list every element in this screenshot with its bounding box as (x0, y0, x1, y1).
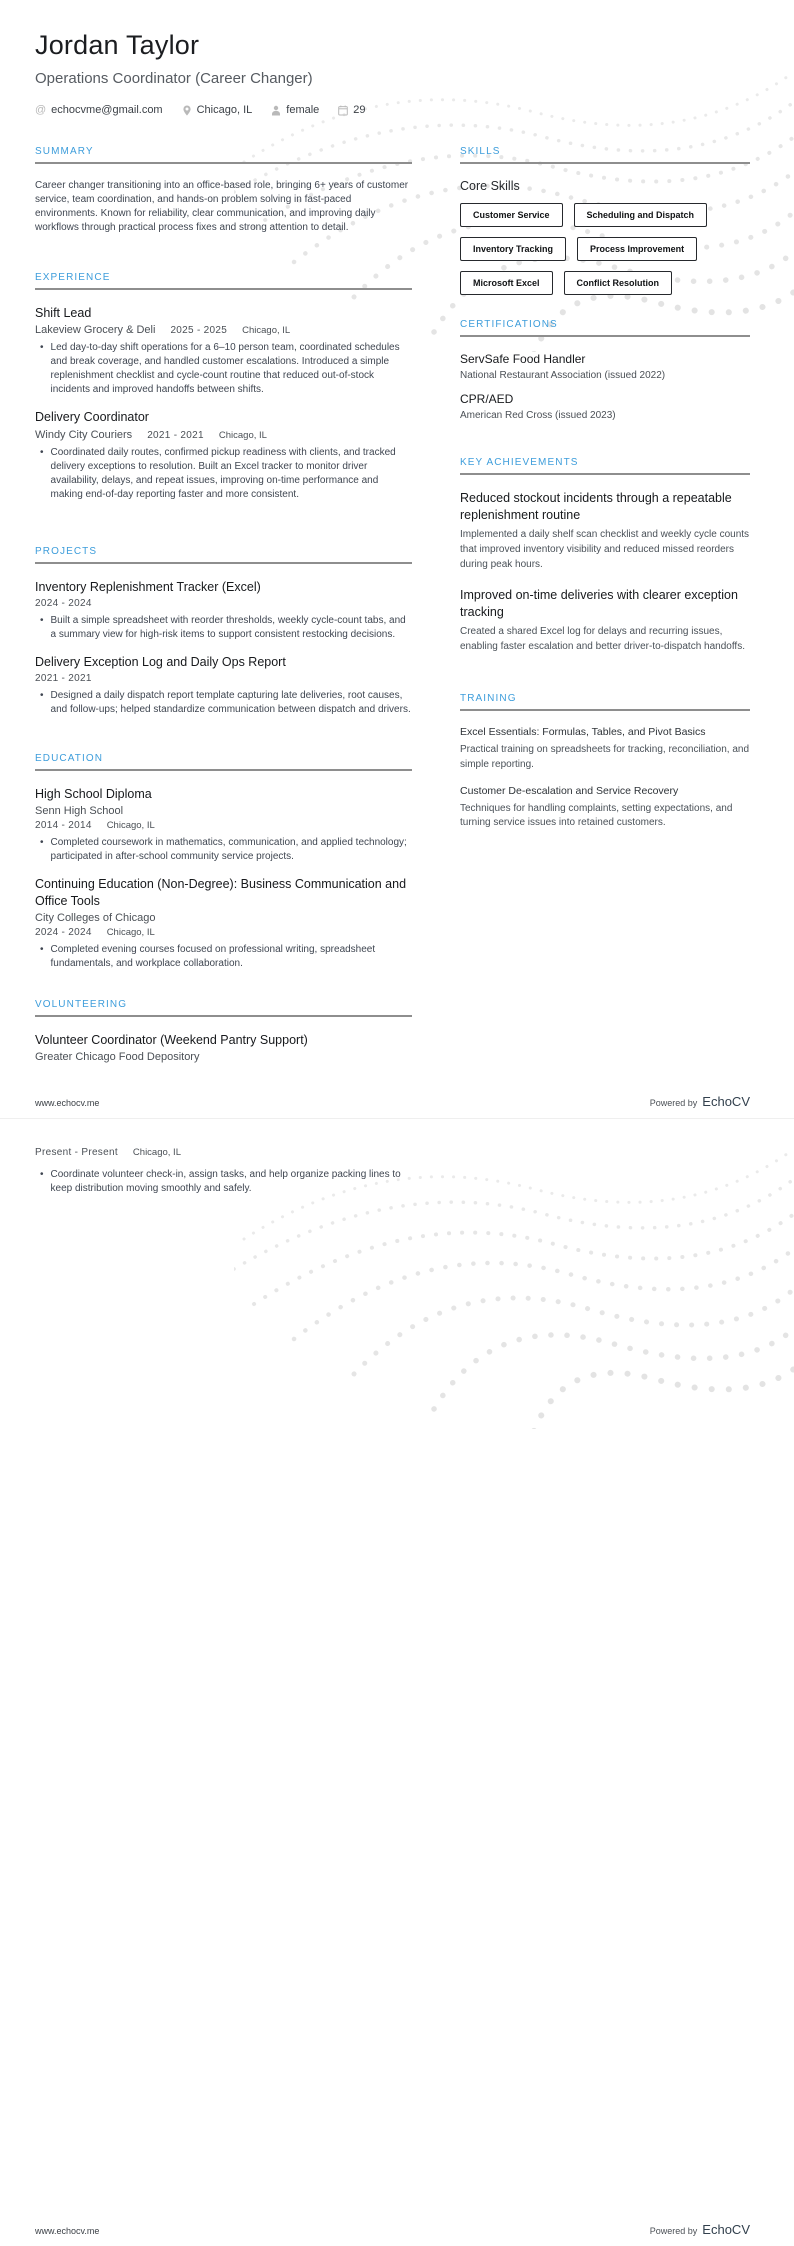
person-icon (271, 105, 281, 116)
school-location: Chicago, IL (106, 820, 155, 832)
date-range: 2014 - 2014 (35, 820, 92, 832)
certifications-heading: CERTIFICATIONS (460, 319, 750, 337)
job-location: Chicago, IL (242, 325, 291, 337)
experience-section (35, 272, 412, 502)
skill-chip: Inventory Tracking (460, 237, 566, 261)
skill-chip: Process Improvement (577, 237, 697, 261)
training-item (460, 785, 750, 832)
powered-by-prefix: Powered by (649, 2226, 698, 2236)
email-text[interactable]: echocvme@gmail.com (51, 104, 163, 116)
experience-item (35, 305, 412, 397)
education-item (35, 876, 412, 971)
certification-name: ServSafe Food Handler (460, 352, 586, 366)
powered-by (650, 1094, 750, 1109)
training-title: Excel Essentials: Formulas, Tables, and Pivot Basics (460, 725, 706, 738)
experience-heading: EXPERIENCE (35, 272, 412, 290)
training-heading: TRAINING (460, 693, 750, 711)
page-footer (35, 2222, 750, 2237)
date-range: 2021 - 2021 (147, 429, 204, 441)
summary-section (35, 146, 412, 235)
certification-item (460, 352, 750, 381)
achievement-item (460, 490, 750, 572)
bullet-marker (35, 1168, 44, 1196)
training-desc: Techniques for handling complaints, setting expectations, and turning service issues into retained customers. (460, 802, 733, 829)
projects-heading: PROJECTS (35, 546, 412, 564)
experience-item (35, 409, 412, 501)
education-heading: EDUCATION (35, 753, 412, 771)
bullet-text: Coordinated daily routes, confirmed pickup readiness with clients, and tracked delivery exceptions to resolution. Built an Excel tracker to monitor driver availability, delays, and repeat issues, improving on-time performance and making end-of-day reporting faster and more consistent. (50, 446, 396, 500)
degree-title: Continuing Education (Non-Degree): Business Communication and Office Tools (35, 877, 407, 908)
skills-chip-list (460, 203, 750, 295)
resume-page-1 (0, 0, 794, 1118)
resume-page-2 (0, 1118, 794, 2246)
bullet-marker (35, 446, 44, 502)
contact-age (338, 104, 365, 116)
echocv-brand[interactable]: EchoCV (702, 1094, 750, 1109)
achievement-title: Improved on-time deliveries with clearer exception tracking (460, 588, 738, 619)
bullet-item (35, 1168, 412, 1196)
summary-heading: SUMMARY (35, 146, 412, 164)
achievement-desc: Created a shared Excel log for delays and recurring issues, enabling faster escalation and better driver-to-dispatch handoffs. (460, 626, 745, 653)
skills-section (460, 146, 750, 295)
volunteering-section (35, 999, 412, 1063)
bullet-text: Led day-to-day shift operations for a 6–10 person team, coordinated schedules and break coverage, and handled customer escalations. Introduced a simple replenishment checklist and cycle-count routine that reduced out-of-stock incidents and improved handoffs between shifts. (50, 342, 400, 396)
job-location: Chicago, IL (218, 429, 267, 441)
bullet-marker (35, 689, 44, 717)
footer-url[interactable]: www.echocv.me (35, 2226, 100, 2236)
volunteer-location: Chicago, IL (132, 1147, 181, 1158)
school-name: Senn High School (35, 805, 124, 818)
bullet-text: Coordinate volunteer check-in, assign tasks, and help organize packing lines to keep distribution moving smoothly and safely. (50, 1169, 401, 1194)
location-text: Chicago, IL (196, 104, 253, 116)
school-location: Chicago, IL (106, 926, 155, 938)
volunteer-title: Volunteer Coordinator (Weekend Pantry Support) (35, 1032, 308, 1047)
bullet-item (35, 943, 412, 971)
bullet-marker (35, 614, 44, 642)
education-item (35, 786, 412, 864)
training-section (460, 693, 750, 831)
school-name: City Colleges of Chicago (35, 911, 156, 924)
project-title: Inventory Replenishment Tracker (Excel) (35, 579, 261, 594)
date-range: 2025 - 2025 (170, 325, 228, 337)
date-range: Present - Present (35, 1147, 118, 1158)
contact-email (35, 104, 163, 116)
project-title: Delivery Exception Log and Daily Ops Report (35, 654, 286, 669)
footer-url[interactable]: www.echocv.me (35, 1098, 100, 1108)
achievement-title: Reduced stockout incidents through a repeatable replenishment routine (460, 491, 732, 522)
bullet-item (35, 614, 412, 642)
location-pin-icon (182, 105, 192, 116)
skill-chip: Scheduling and Dispatch (574, 203, 708, 227)
project-item (35, 654, 412, 717)
contact-row (35, 104, 750, 116)
job-title: Delivery Coordinator (35, 410, 149, 425)
bullet-item (35, 836, 412, 864)
headline-title: Operations Coordinator (Career Changer) (35, 70, 313, 87)
contact-location (182, 104, 253, 116)
volunteer-org: Greater Chicago Food Depository (35, 1051, 200, 1063)
calendar-icon (338, 105, 348, 116)
bullet-item (35, 689, 412, 717)
skills-heading: SKILLS (460, 146, 750, 164)
date-range: 2024 - 2024 (35, 926, 92, 938)
volunteering-heading: VOLUNTEERING (35, 999, 412, 1017)
skill-chip: Customer Service (460, 203, 563, 227)
powered-by-prefix: Powered by (649, 1098, 698, 1108)
main-column (35, 146, 412, 1075)
company-name: Lakeview Grocery & Deli (35, 324, 156, 337)
person-name: Jordan Taylor (35, 30, 200, 60)
bullet-text: Completed evening courses focused on professional writing, spreadsheet fundamentals, and workplace collaboration. (50, 943, 376, 969)
sidebar-column (460, 146, 750, 1075)
key-achievements-section (460, 457, 750, 655)
achievement-desc: Implemented a daily shelf scan checklist and weekly cycle counts that improved inventory visibility and reduced missed reorders during peak hours. (460, 529, 750, 570)
date-range: 2024 - 2024 (35, 597, 92, 609)
contact-gender (271, 104, 319, 116)
job-title: Shift Lead (35, 306, 92, 320)
certification-item (460, 392, 750, 421)
certifications-section (460, 319, 750, 421)
bullet-text: Designed a daily dispatch report template capturing late deliveries, root causes, and follow-ups; helped standardize communication between dispatch and drivers. (50, 690, 411, 715)
bullet-item (35, 341, 412, 397)
achievement-item (460, 587, 750, 655)
certification-issuer: National Restaurant Association (issued 2022) (460, 370, 666, 381)
bullet-marker (35, 836, 44, 864)
bullet-marker (35, 943, 44, 971)
volunteering-continuation (35, 1147, 750, 1196)
summary-text: Career changer transitioning into an office-based role, bringing 6+ years of customer service, team coordination, and hands-on problem solving in fast-paced environments. Known for reliability, clear communication, and improving daily workflows through practical process fixes and strong attention to detail. (35, 180, 409, 233)
education-section (35, 753, 412, 971)
bullet-text: Built a simple spreadsheet with reorder thresholds, weekly cycle-count tabs, and a summary view for high-risk items to support consistent restocking decisions. (50, 614, 406, 640)
training-title: Customer De-escalation and Service Recovery (460, 784, 679, 797)
bullet-marker (35, 341, 44, 397)
powered-by (650, 2222, 750, 2237)
bullet-item (35, 446, 412, 502)
echocv-brand[interactable]: EchoCV (702, 2222, 750, 2237)
degree-title: High School Diploma (35, 787, 152, 801)
skills-group-label: Core Skills (460, 179, 520, 193)
company-name: Windy City Couriers (35, 428, 133, 441)
key-achievements-heading: KEY ACHIEVEMENTS (460, 457, 750, 475)
page-footer (35, 1094, 750, 1109)
training-item (460, 726, 750, 773)
certification-name: CPR/AED (460, 392, 514, 406)
date-range: 2021 - 2021 (35, 673, 92, 684)
skill-chip: Microsoft Excel (460, 271, 553, 295)
age-text: 29 (353, 104, 366, 116)
volunteering-item (35, 1032, 412, 1063)
bullet-text: Completed coursework in mathematics, communication, and applied technology; participated in after-school community service projects. (50, 837, 407, 863)
projects-section (35, 546, 412, 718)
skill-chip: Conflict Resolution (564, 271, 673, 295)
training-desc: Practical training on spreadsheets for tracking, reconciliation, and simple reporting. (460, 743, 750, 770)
gender-text: female (286, 104, 320, 116)
email-icon: @ (35, 103, 47, 116)
resume-header (35, 28, 750, 116)
certification-issuer: American Red Cross (issued 2023) (460, 410, 616, 421)
project-item (35, 579, 412, 642)
